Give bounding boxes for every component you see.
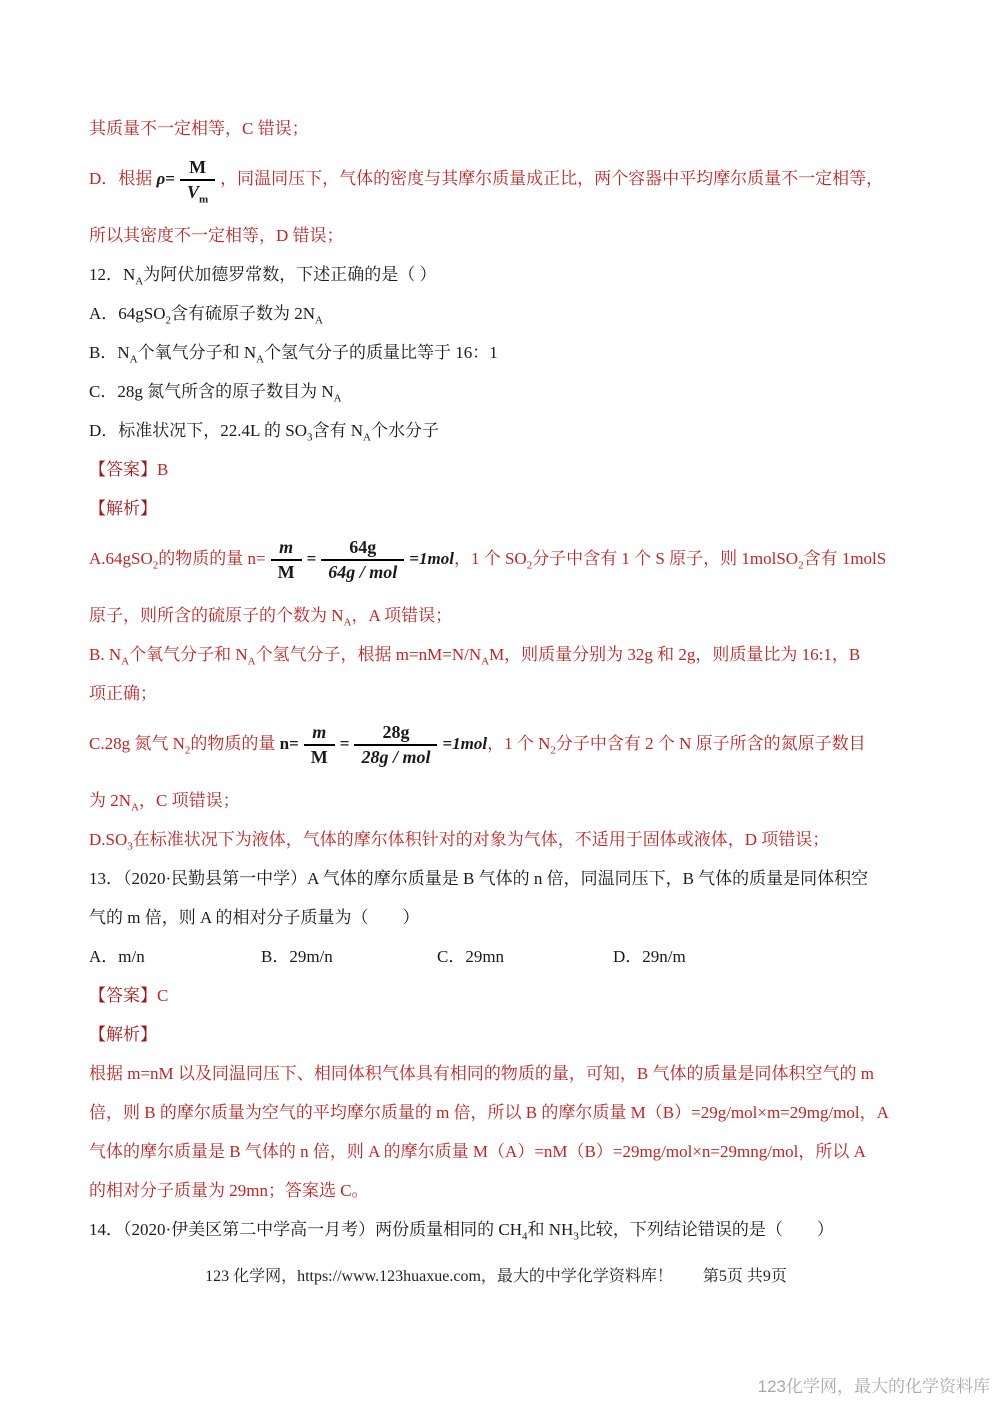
text-run: ，C 项错误； xyxy=(138,791,240,810)
text-run: B xyxy=(157,460,169,479)
text-run: A xyxy=(333,392,342,405)
answer-13 xyxy=(89,985,936,1007)
text-run: A xyxy=(121,655,130,668)
text-run: m xyxy=(199,193,209,206)
text-run: = xyxy=(442,733,453,753)
text-run: m xyxy=(312,722,327,742)
text-run: 气的 m 倍，则 A 的相对分子质量为（ ） xyxy=(89,908,420,927)
text-run: 所以其密度不一定相等，D 错误； xyxy=(89,226,344,245)
text-run: C xyxy=(157,986,169,1005)
text-run: 个水分子 xyxy=(371,421,439,440)
text-run: 【解析】 xyxy=(89,499,157,518)
text-run: = xyxy=(409,548,419,568)
text-run: 分子中含有 1 个 S 原子，则 1molSO xyxy=(532,548,799,568)
text-run: A xyxy=(135,275,144,288)
analysis-12-line-a-formula xyxy=(89,537,936,583)
analysis-12-line-b xyxy=(89,644,936,666)
text-run: 个氧气分子和 N xyxy=(137,343,257,362)
text-run: 含有 N xyxy=(312,421,364,440)
text-run: 14．（2020·伊美区第二中学高一月考）两份质量相同的 CH xyxy=(89,1220,523,1239)
text-run: D．标准状况下，22.4L 的 SO xyxy=(89,421,308,440)
text-run: 的物质的量 n= xyxy=(158,548,266,568)
text-run: 的物质的量 xyxy=(190,733,280,753)
text-run: = xyxy=(165,168,175,188)
fraction xyxy=(321,537,404,583)
analysis-12-line-a-2 xyxy=(89,605,936,627)
text-run: 2 xyxy=(165,314,172,327)
fraction xyxy=(180,157,215,206)
text-run: 项正确； xyxy=(89,684,157,703)
analysis-12-line-c-formula xyxy=(89,722,936,768)
text-run: ，1 个 SO xyxy=(453,548,527,568)
text-run: 【答案】 xyxy=(89,986,157,1005)
text-run: 2 xyxy=(526,559,533,572)
text-run: 28g xyxy=(382,722,410,742)
text-run: 【解析】 xyxy=(89,1025,157,1044)
page-footer xyxy=(0,1267,992,1287)
text-run: 含有 1molS xyxy=(803,548,887,568)
text-run: 64g xyxy=(349,537,377,557)
question-12-option-c xyxy=(89,381,936,403)
text-run: 64g / mol xyxy=(328,562,398,582)
text-run: ，同温同压下，气体的密度与其摩尔质量成正比，两个容器中平均摩尔质量不一定相等， xyxy=(220,168,884,188)
text-run: A xyxy=(129,353,138,366)
analysis-label-12 xyxy=(89,498,936,520)
text-run: 比较，下列结论错误的是（ ） xyxy=(578,1220,834,1239)
question-12-title xyxy=(89,264,936,286)
text-run: B．N xyxy=(89,343,130,362)
text-run: 3 xyxy=(307,431,313,444)
text-run: A xyxy=(256,353,265,366)
text-run: A．m/n xyxy=(89,947,145,966)
question-12-option-a xyxy=(89,303,936,325)
text-run: m xyxy=(279,537,294,557)
text-run: 28g / mol xyxy=(361,747,431,767)
question-13-title xyxy=(89,868,936,890)
text-run: ，A 项错误； xyxy=(351,606,453,625)
question-12-option-b xyxy=(89,342,936,364)
question-13-title-2 xyxy=(89,907,936,929)
text-run: 和 NH xyxy=(527,1220,574,1239)
text-run: 倍，则 B 的摩尔质量为空气的平均摩尔质量的 m 倍，所以 B 的摩尔质量 M（B）=29g/mol×m=29mg/mol，A xyxy=(89,1103,889,1122)
question-12-option-d xyxy=(89,420,936,442)
text-run: 为阿伏加德罗常数，下述正确的是（ ） xyxy=(143,265,437,284)
text-run: A.64gSO xyxy=(89,548,153,568)
text-run: ，1 个 N xyxy=(487,733,551,753)
text-run: 2 xyxy=(184,744,191,757)
text-run: A xyxy=(363,431,371,444)
text-run: M xyxy=(310,747,328,767)
analysis-13-line-3 xyxy=(89,1141,936,1163)
text-run: 为 2N xyxy=(89,791,132,810)
text-run: 【答案】 xyxy=(89,460,157,479)
text-run: 3 xyxy=(573,1230,579,1243)
text-run: 含有硫原子数为 2N xyxy=(171,304,316,323)
question-14-title xyxy=(89,1219,936,1241)
text-run: B. N xyxy=(89,645,122,664)
text-run: = xyxy=(289,733,299,753)
text-run: 根据 m=nM 以及同温同压下、相同体积气体具有相同的物质的量，可知，B 气体的质量是同体积空气的 m xyxy=(89,1064,874,1083)
text-run: D．29n/m xyxy=(613,947,686,966)
text-run: n xyxy=(279,733,290,753)
text-run: 12．N xyxy=(89,265,136,284)
text-run: D.SO xyxy=(89,830,128,849)
text-run: 1mol xyxy=(419,548,454,568)
text-run: A xyxy=(481,655,490,668)
analysis-13-line-4 xyxy=(89,1180,936,1202)
text-run: A xyxy=(343,616,352,629)
text-run: 2 xyxy=(550,744,556,757)
text-run: 的相对分子质量为 29mn；答案选 C。 xyxy=(89,1181,369,1200)
text-run: 2 xyxy=(152,559,159,572)
text-run: C.28g 氮气 N xyxy=(89,733,185,753)
footer-site-text: 123 化学网，https://www.123huaxue.com，最大的中学化学资料库！ xyxy=(205,1268,673,1285)
text-run: ρ xyxy=(156,168,166,188)
text-run: 在标准状况下为液体，气体的摩尔体积针对的对象为气体，不适用于固体或液体，D 项错误； xyxy=(132,830,830,849)
analysis-11-line-d-2 xyxy=(89,225,936,247)
fraction xyxy=(354,722,437,768)
text-run: 分子中含有 2 个 N 原子所含的氮原子数目 xyxy=(555,733,866,753)
analysis-13-line-1 xyxy=(89,1063,936,1085)
analysis-11-line-c xyxy=(89,118,936,140)
text-run: = xyxy=(339,733,350,753)
text-run: 2 xyxy=(798,559,804,572)
text-run: 气体的摩尔质量是 B 气体的 n 倍，则 A 的摩尔质量 M（A）=nM（B）=29mg/mol×n=29mng/mol，所以 A xyxy=(89,1142,866,1161)
text-run: 1mol xyxy=(452,733,488,753)
text-run: 个氢气分子的质量比等于 16：1 xyxy=(264,343,498,362)
analysis-13-line-2 xyxy=(89,1102,936,1124)
text-run: A．64gSO xyxy=(89,304,166,323)
text-run: C．29mn xyxy=(437,947,505,966)
analysis-12-line-c-2 xyxy=(89,790,936,812)
text-run: A xyxy=(131,801,139,814)
question-13-options xyxy=(89,946,936,968)
analysis-11-line-d-formula xyxy=(89,157,936,206)
text-run: M，则质量分别为 32g 和 2g，则质量比为 16:1，B xyxy=(489,645,861,664)
text-run: 个氧气分子和 N xyxy=(129,645,248,664)
text-run: B．29m/n xyxy=(261,947,333,966)
fraction xyxy=(271,537,302,583)
analysis-12-line-d xyxy=(89,829,936,851)
footer-page-info: 第5页 共9页 xyxy=(702,1268,787,1285)
text-run: C．28g 氮气所含的原子数目为 N xyxy=(89,382,334,401)
text-run: 原子，则所含的硫原子的个数为 N xyxy=(89,606,344,625)
text-run: 其质量不一定相等，C 错误； xyxy=(89,119,309,138)
analysis-label-13 xyxy=(89,1024,936,1046)
fraction xyxy=(304,722,335,768)
watermark-text: 123化学网，最大的化学资料库 xyxy=(757,1377,990,1396)
text-run: 3 xyxy=(127,840,133,853)
text-run: 4 xyxy=(522,1230,528,1243)
text-run: 个氢气分子，根据 m=nM=N/N xyxy=(255,645,482,664)
text-run: = xyxy=(306,548,317,568)
text-run: M xyxy=(189,157,207,177)
text-run: D．根据 xyxy=(89,168,157,188)
answer-12 xyxy=(89,459,936,481)
text-run: M xyxy=(277,562,295,582)
text-run: 13．（2020·民勤县第一中学）A 气体的摩尔质量是 B 气体的 n 倍，同温同压下，B 气体的质量是同体积空 xyxy=(89,869,869,888)
text-run: V xyxy=(186,182,199,202)
text-run: A xyxy=(247,655,256,668)
text-run: A xyxy=(315,314,323,327)
analysis-12-line-b-2 xyxy=(89,683,936,705)
